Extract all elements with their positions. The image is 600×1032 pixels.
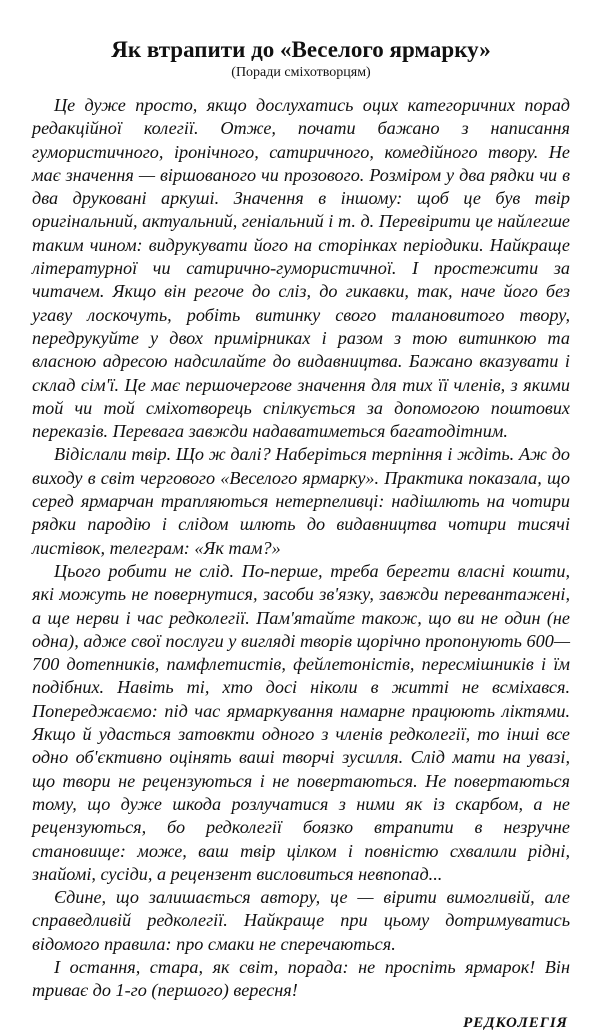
paragraph-5: І остання, стара, як світ, порада: не проспіть ярмарок! Він триває до 1-го (першого) вересня! — [32, 956, 570, 1001]
page-title: Як втрапити до «Веселого ярмарку» — [111, 37, 491, 62]
paragraph-3: Цього робити не слід. По-перше, треба берегти власні кошти, які можуть не повернутися, засоби зв'язку, завжди перевантажені, а ще нерви і час редколегії. Пам'ятайте також, що ви не один (не одна), адже свої послуги у вигляді творів щорічно пропонують 600—700 дотепників, памфлетистів, фейлетоністів, пересмішників і їм подібних. Навіть ті, хто досі ніколи в житті не всміхався. Попереджаємо: під час ярмаркування намарне працюють ліктями. Якщо й удасться затовкти одного з членів редколегії, то інші все одно об'єктивно оцінять ваші творчі зусилля. Слід мати на увазі, що твори не рецензуються і не повертаються. Не повертаються тому, що дуже шкода розлучатися з ними як із скарбом, а не рецензуються, бо редколегії боязко втрапити в незручне становище: може, ваш твір цілком і повністю схвалили рідні, знайомі, сусіди, а рецензент висловиться невпопад... — [32, 560, 570, 884]
paragraph-2: Відіслали твір. Що ж далі? Наберіться терпіння і ждіть. Аж до виходу в світ чергового «Веселого ярмарку». Практика показала, що серед ярмарчан трапляються нетерпеливці: надішлють на чотири рядки пародію і слідом шлють до видавництва чотири тисячі листівок, телеграм: «Як там?» — [32, 444, 570, 558]
article-body — [32, 94, 570, 1003]
paragraph-1: Це дуже просто, якщо дослухатись оцих категоричних порад редакційної колегії. Отже, почати бажано з написання гумористичного, іронічного, сатиричного, комедійного твору. Не має значення — віршованого чи прозового. Розміром у два рядки чи в два друковані аркуші. Значення в іншому: щоб це був твір оригінальний, актуальний, геніальний і т. д. Перевірити це найлегше таким чином: видрукувати його на сторінках періодики. Найкраще літературної чи сатирично-гумористичної. І простежити за читачем. Якщо він регоче до сліз, до гикавки, так, наче його без угаву лоскочуть, робіть витинку свого талановитого твору, передрукуйте у двох примірниках і разом з тою витинкою та власною адресою надсилайте до видавництва. Бажано вказувати і склад сім'ї. Це має першочергове значення для тих її членів, з якими той чи той сміхотворець спілкується за допомогою поштових переказів. Перевага завжди надаватиметься багатодітним. — [32, 95, 570, 442]
page-subtitle: (Поради сміхотворцям) — [231, 65, 371, 80]
paragraph-4: Єдине, що залишається автору, це — вірити вимогливій, але справедливій редколегії. Найкраще при цьому дотримуватись відомого правила: про смаки не сперечаються. — [32, 887, 570, 954]
signature: РЕДКОЛЕГІЯ — [463, 1014, 568, 1031]
